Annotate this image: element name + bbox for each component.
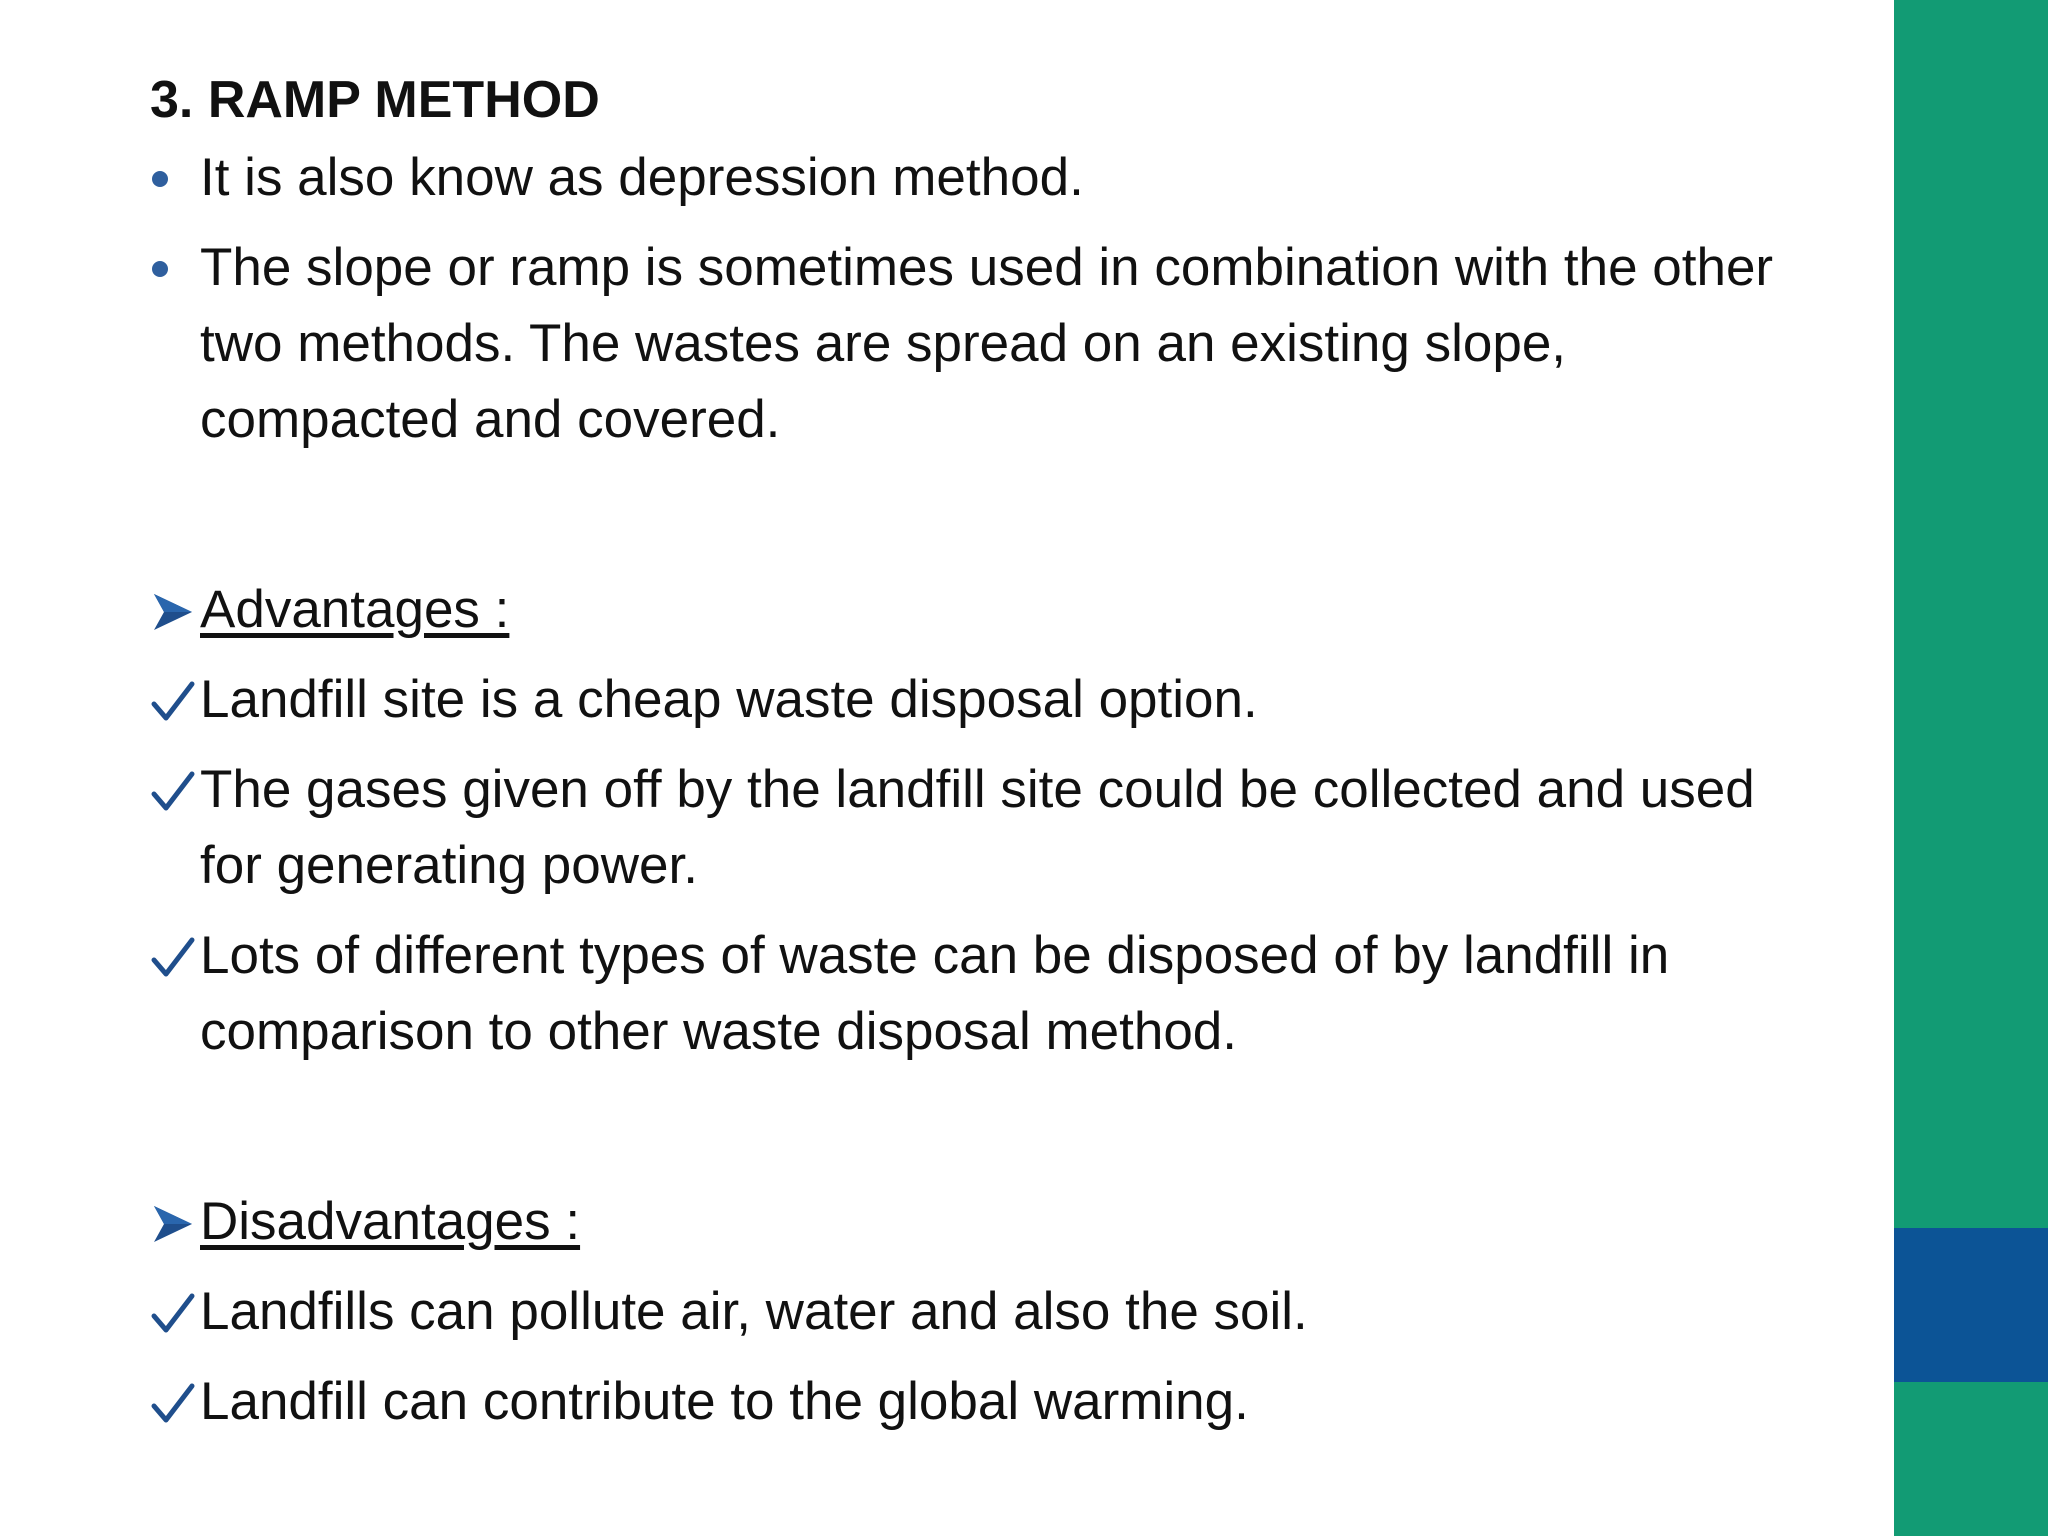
disadvantage-item (150, 1274, 1790, 1350)
checkmark-icon (150, 1274, 200, 1350)
disadvantages-heading (150, 1184, 1790, 1260)
disadvantages-heading-text: Disadvantages : (200, 1192, 581, 1251)
advantage-item (150, 752, 1790, 904)
bullet-item (150, 230, 1790, 458)
bullet-text: The slope or ramp is sometimes used in combination with the other two methods. The wastes are spread on an existing slope, compacted and covered. (200, 238, 1774, 449)
checkmark-icon (150, 662, 200, 738)
advantage-text: Lots of different types of waste can be disposed of by landfill in comparison to other waste disposal method. (200, 926, 1670, 1061)
advantages-heading (150, 572, 1790, 648)
arrow-bullet-icon (150, 572, 200, 648)
disadvantage-text: Landfills can pollute air, water and also the soil. (200, 1282, 1308, 1341)
disadvantage-item (150, 1364, 1790, 1440)
spacer (150, 472, 1790, 572)
checkmark-icon (150, 918, 200, 994)
advantage-item (150, 662, 1790, 738)
bullet-dot-icon (150, 140, 200, 216)
side-accent-block (1894, 1228, 2048, 1382)
bullet-text: It is also know as depression method. (200, 148, 1084, 207)
bullet-item (150, 140, 1790, 216)
advantage-text: Landfill site is a cheap waste disposal option. (200, 670, 1258, 729)
slide-content (150, 60, 1790, 1454)
side-accent-bar (1894, 0, 2048, 1536)
slide-title: 3. RAMP METHOD (150, 71, 600, 129)
disadvantage-text: Landfill can contribute to the global warming. (200, 1372, 1249, 1431)
arrow-bullet-icon (150, 1184, 200, 1260)
checkmark-icon (150, 1364, 200, 1440)
advantage-item (150, 918, 1790, 1070)
spacer (150, 1084, 1790, 1184)
checkmark-icon (150, 752, 200, 828)
advantages-heading-text: Advantages : (200, 580, 510, 639)
advantage-text: The gases given off by the landfill site could be collected and used for generating power. (200, 760, 1755, 895)
bullet-dot-icon (150, 230, 200, 306)
